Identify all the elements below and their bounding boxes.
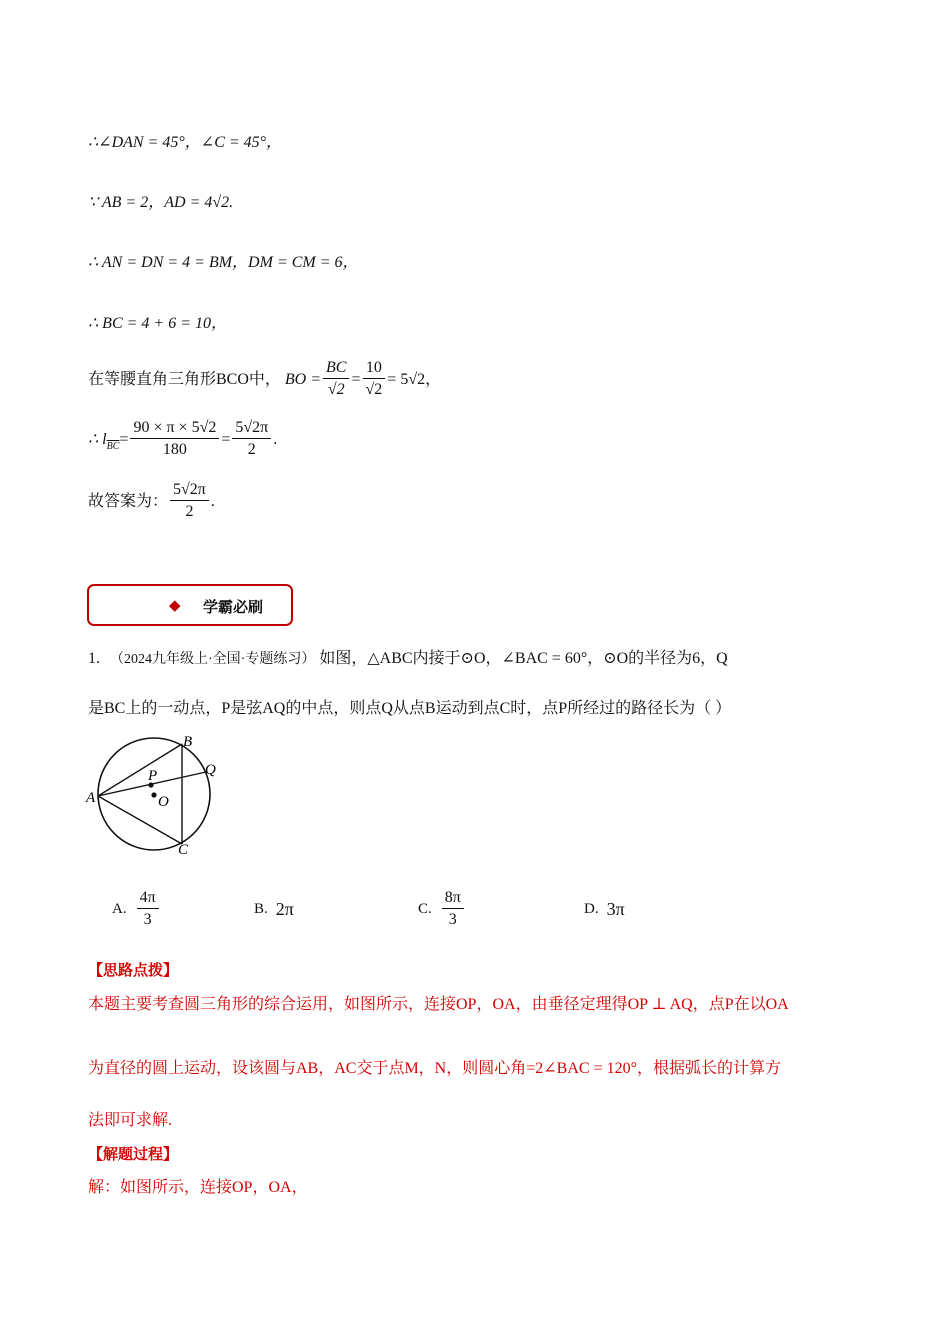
question-source: （2024九年级上·全国·专题练习） — [110, 652, 316, 667]
fraction-answer — [170, 480, 209, 523]
option-value: 2π — [275, 898, 294, 919]
question-line-1 — [88, 648, 728, 671]
fraction-numerator: 4π — [137, 888, 159, 909]
option-c[interactable] — [418, 884, 466, 934]
process-line-1: 解：如图所示，连接OP，OA， — [88, 1179, 308, 1196]
fraction-10-sqrt2 — [363, 358, 386, 401]
fraction-denominator: 180 — [162, 441, 187, 458]
solution-line-4: ∴ BC = 4 + 6 = 10， — [88, 315, 228, 332]
fraction-numerator: 10 — [363, 358, 385, 379]
fraction-denominator: √2 — [327, 381, 345, 398]
arc-subscript: $\overline{BC}$ — [106, 440, 120, 452]
label-q: Q — [205, 762, 216, 778]
option-c-fraction — [442, 888, 464, 931]
option-letter: D. — [584, 900, 599, 917]
option-letter: C. — [418, 900, 432, 917]
question-text-1: 如图，△ABC内接于⊙O，∠BAC = 60°，⊙O的半径为6，Q — [319, 650, 728, 667]
fraction-denominator: √2 — [365, 381, 383, 398]
label-c: C — [178, 842, 189, 858]
fraction-numerator: 8π — [442, 888, 464, 909]
point-o — [151, 792, 156, 797]
label-b: B — [183, 734, 193, 750]
question-line-2: 是BC上的一动点，P是弦AQ的中点，则点Q从点B运动到点C时，点P所经过的路径长为（ ） — [88, 700, 732, 717]
period: . — [273, 430, 278, 448]
circle-figure — [84, 732, 234, 860]
solution-line-7 — [88, 480, 215, 523]
process-heading: 【解题过程】 — [88, 1145, 179, 1163]
period: . — [210, 492, 215, 510]
option-d[interactable] — [584, 884, 625, 934]
fraction-arc-formula — [130, 418, 219, 461]
arc-length-label: ∴ l — [88, 430, 107, 448]
option-a[interactable] — [112, 884, 161, 934]
hint-line-3: 法即可求解. — [88, 1112, 173, 1129]
label-o: O — [158, 794, 169, 810]
solution-line-2: ∵ AB = 2，AD = 4√2. — [88, 194, 234, 211]
hint-line-1: 本题主要考查圆三角形的综合运用，如图所示，连接OP，OA，由垂径定理得OP ⊥ AQ，点P在以OA — [88, 996, 789, 1013]
bo-label: BO = — [284, 370, 322, 388]
label-p: P — [148, 768, 158, 784]
option-letter: A. — [112, 900, 127, 917]
question-number: 1. — [88, 650, 100, 667]
fraction-denominator: 3 — [448, 910, 457, 928]
fraction-bc-sqrt2 — [323, 358, 349, 401]
answer-prefix: 故答案为： — [88, 492, 169, 510]
solution-line-3: ∴ AN = DN = 4 = BM，DM = CM = 6， — [88, 254, 359, 271]
segment-ac — [98, 796, 182, 844]
fraction-denominator: 2 — [185, 503, 194, 520]
fraction-denominator: 3 — [143, 910, 152, 928]
option-a-fraction — [137, 888, 159, 931]
hint-line-2: 为直径的圆上运动，设该圆与AB，AC交于点M，N，则圆心角=2∠BAC = 120°，根据弧长的计算方 — [88, 1060, 781, 1077]
bco-prefix: 在等腰直角三角形BCO中， — [88, 370, 281, 388]
fraction-denominator: 2 — [247, 441, 256, 458]
fraction-numerator: 5√2π — [170, 480, 209, 501]
solution-line-6: ∴ l $\overline{BC}$ = $\frac{90 \times \pi \times 5√2}{180}$ = $\frac{5√2\pi}{2}$ . — [88, 418, 277, 461]
solution-line-1: ∴∠DAN = 45°，∠C = 45°， — [88, 134, 283, 151]
option-b[interactable] — [254, 884, 294, 934]
label-a: A — [86, 790, 96, 806]
fraction-numerator: BC — [323, 358, 349, 379]
fraction-numerator: 90 × π × 5√2 — [130, 418, 219, 439]
bo-result: = 5√2， — [387, 370, 442, 388]
solution-line-5: 在等腰直角三角形BCO中， BO = $\frac{BC}{√2}$ = $\frac{10}{√2}$ = 5√2， — [88, 358, 441, 401]
option-letter: B. — [254, 900, 268, 917]
option-value: 3π — [606, 898, 625, 919]
fraction-arc-result — [232, 418, 271, 461]
section-header-box — [87, 584, 293, 626]
section-title: 学霸必刷 — [203, 598, 264, 616]
fraction-numerator: 5√2π — [232, 418, 271, 439]
segment-ab — [98, 744, 182, 796]
diamond-icon: ◆ — [169, 598, 181, 614]
hint-heading: 【思路点拨】 — [88, 961, 179, 979]
